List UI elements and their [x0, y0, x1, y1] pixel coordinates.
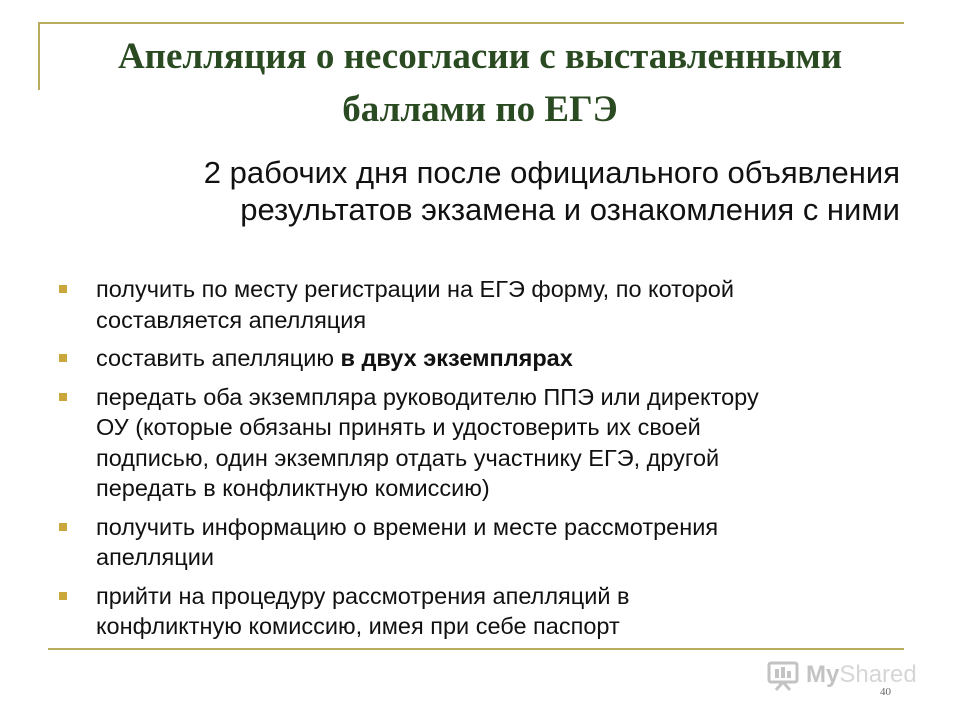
bullet-item — [56, 512, 906, 573]
bullet-line: составляется апелляция — [96, 306, 367, 333]
bullet-line: ОУ (которые обязаны принять и удостоверить их своей — [96, 414, 701, 440]
title-line: баллами по ЕГЭ — [342, 89, 618, 130]
slide-title — [40, 30, 920, 136]
watermark-logo — [766, 658, 917, 692]
subtitle-line: результатов экзамена и ознакомления с ними — [240, 192, 900, 227]
presentation-board-icon — [766, 659, 800, 691]
square-bullet-icon — [59, 592, 67, 600]
page-number: 40 — [880, 686, 891, 698]
bullet-item — [56, 581, 906, 642]
square-bullet-icon — [59, 285, 67, 293]
bullet-line: прийти на процедуру рассмотрения апелляций в — [96, 582, 630, 609]
watermark-text — [806, 661, 917, 689]
bullet-line: конфликтную комиссию, имея при себе паспорт — [96, 613, 620, 639]
bullet-line: передать оба экземпляра руководителю ППЭ или директору — [96, 383, 759, 410]
bullet-item — [56, 274, 906, 335]
bullet-bold-text: в двух экземплярах — [340, 345, 573, 371]
subtitle-line: 2 рабочих дня после официального объявления — [203, 155, 900, 190]
bullet-line: передать в конфликтную комиссию) — [96, 475, 490, 501]
square-bullet-icon — [59, 523, 67, 531]
square-bullet-icon — [59, 354, 67, 362]
watermark-brand-part1: My — [806, 661, 840, 688]
slide-subtitle — [70, 154, 900, 228]
watermark-brand-part2: Shared — [839, 661, 917, 688]
square-bullet-icon — [59, 393, 67, 401]
bullet-line: получить по месту регистрации на ЕГЭ форму, по которой — [96, 276, 734, 302]
bullet-item — [56, 343, 906, 374]
bullet-item — [56, 382, 906, 504]
bullet-text: составить апелляцию — [96, 345, 341, 371]
frame-top-line — [38, 22, 904, 24]
bullet-list — [56, 274, 906, 650]
bullet-line: подписью, один экземпляр отдать участнику ЕГЭ, другой — [96, 444, 720, 471]
bullet-line: апелляции — [96, 544, 214, 570]
title-line: Апелляция о несогласии с выставленными — [117, 36, 843, 77]
bullet-line — [96, 343, 906, 374]
bullet-line: получить информацию о времени и месте рассмотрения — [96, 513, 719, 540]
